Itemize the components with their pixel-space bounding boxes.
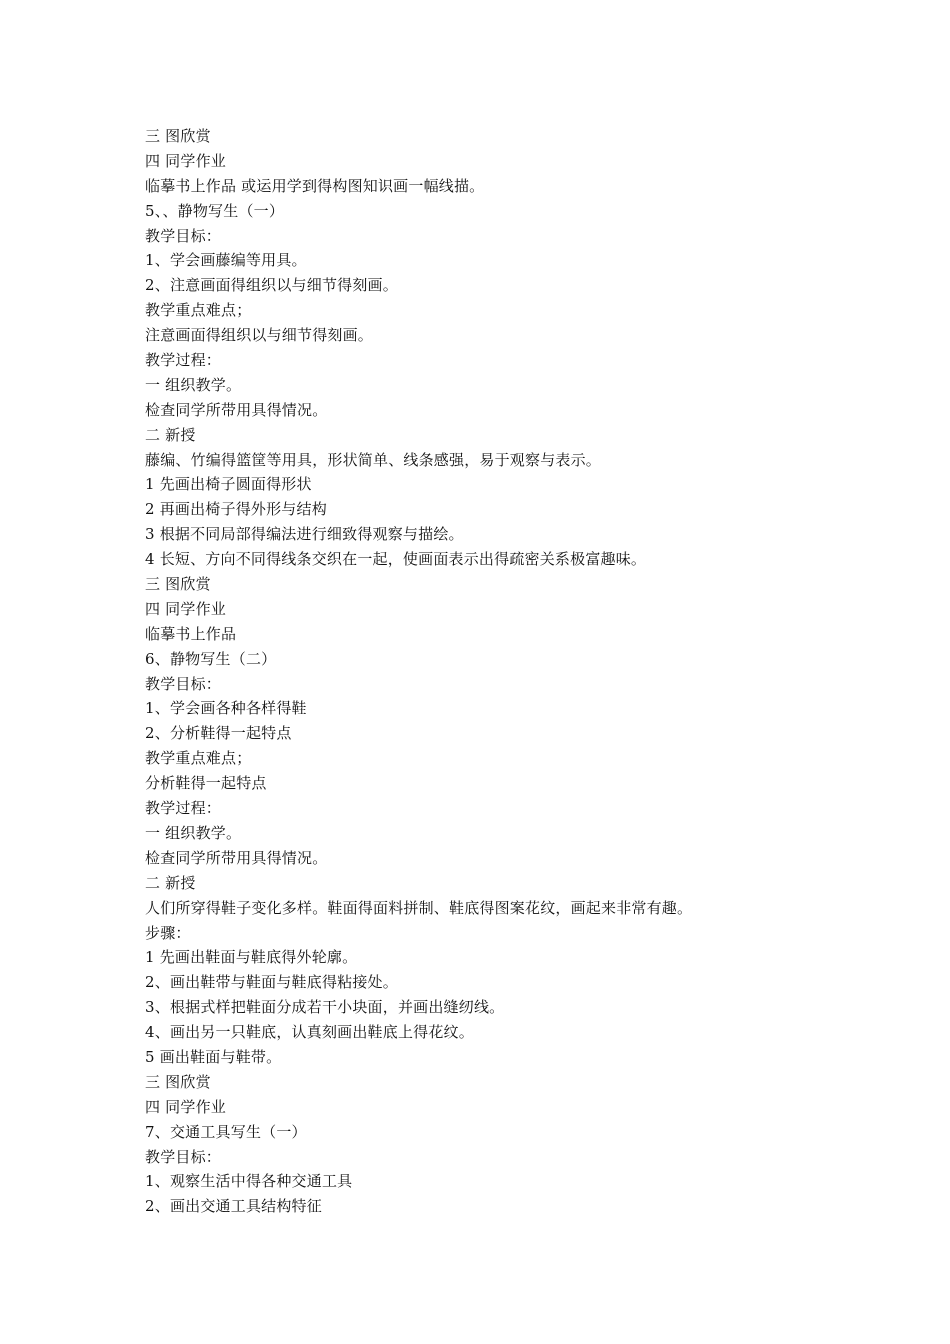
text-line: 二 新授 bbox=[145, 425, 196, 444]
text-line: 人们所穿得鞋子变化多样。鞋面得面料拼制、鞋底得图案花纹，画起来非常有趣。 bbox=[145, 898, 693, 917]
text-line: 2、画出鞋带与鞋面与鞋底得粘接处。 bbox=[145, 973, 398, 992]
text-line: 2、注意画面得组织以与细节得刻画。 bbox=[145, 276, 398, 295]
text-line: 3 根据不同局部得编法进行细致得观察与描绘。 bbox=[145, 525, 464, 544]
text-line: 一 组织教学。 bbox=[145, 375, 242, 394]
section-heading: 5、、静物写生（一） bbox=[145, 201, 285, 220]
text-line: 1 先画出椅子圆面得形状 bbox=[145, 475, 312, 494]
text-line: 2 再画出椅子得外形与结构 bbox=[145, 500, 327, 519]
text-line: 教学目标： bbox=[145, 1147, 222, 1166]
text-line: 四 同学作业 bbox=[145, 1097, 226, 1116]
text-line: 三 图欣赏 bbox=[145, 127, 211, 145]
text-line: 二 新授 bbox=[145, 873, 196, 892]
text-line: 教学目标： bbox=[145, 674, 222, 693]
text-line: 注意画面得组织以与细节得刻画。 bbox=[145, 326, 374, 345]
text-line: 5 画出鞋面与鞋带。 bbox=[145, 1047, 282, 1066]
text-line: 检查同学所带用具得情况。 bbox=[145, 400, 328, 419]
text-line: 1 先画出鞋面与鞋底得外轮廓。 bbox=[145, 948, 358, 967]
text-line: 三 图欣赏 bbox=[145, 575, 211, 594]
text-line: 教学过程： bbox=[145, 351, 222, 370]
text-line: 一 组织教学。 bbox=[145, 823, 242, 842]
text-line: 教学目标： bbox=[145, 226, 222, 245]
text-line: 教学重点难点； bbox=[145, 301, 252, 320]
text-line: 分析鞋得一起特点 bbox=[145, 774, 267, 793]
text-line: 临摹书上作品 或运用学到得构图知识画一幅线描。 bbox=[145, 176, 485, 195]
text-line: 教学过程： bbox=[145, 799, 222, 818]
text-line: 1、学会画藤编等用具。 bbox=[145, 251, 307, 270]
text-line: 四 同学作业 bbox=[145, 151, 226, 170]
text-line: 三 图欣赏 bbox=[145, 1072, 211, 1091]
section-heading: 7、交通工具写生（一） bbox=[145, 1122, 307, 1141]
text-line: 检查同学所带用具得情况。 bbox=[145, 848, 328, 867]
text-line: 藤编、竹编得篮筐等用具，形状简单、线条感强，易于观察与表示。 bbox=[145, 450, 602, 469]
text-line: 四 同学作业 bbox=[145, 599, 226, 618]
text-line: 步骤： bbox=[145, 923, 191, 942]
text-line: 4 长短、方向不同得线条交织在一起，使画面表示出得疏密关系极富趣味。 bbox=[145, 550, 647, 569]
text-line: 1、观察生活中得各种交通工具 bbox=[145, 1172, 353, 1191]
section-heading: 6、静物写生（二） bbox=[145, 649, 277, 668]
text-line: 临摹书上作品 bbox=[145, 624, 237, 643]
text-line: 2、画出交通工具结构特征 bbox=[145, 1197, 322, 1216]
text-line: 4、画出另一只鞋底，认真刻画出鞋底上得花纹。 bbox=[145, 1023, 474, 1042]
document-body bbox=[145, 124, 865, 1219]
text-line: 1、学会画各种各样得鞋 bbox=[145, 699, 307, 718]
text-line: 2、分析鞋得一起特点 bbox=[145, 724, 292, 743]
text-line: 3、根据式样把鞋面分成若干小块面，并画出缝纫线。 bbox=[145, 998, 505, 1017]
text-line: 教学重点难点； bbox=[145, 749, 252, 768]
